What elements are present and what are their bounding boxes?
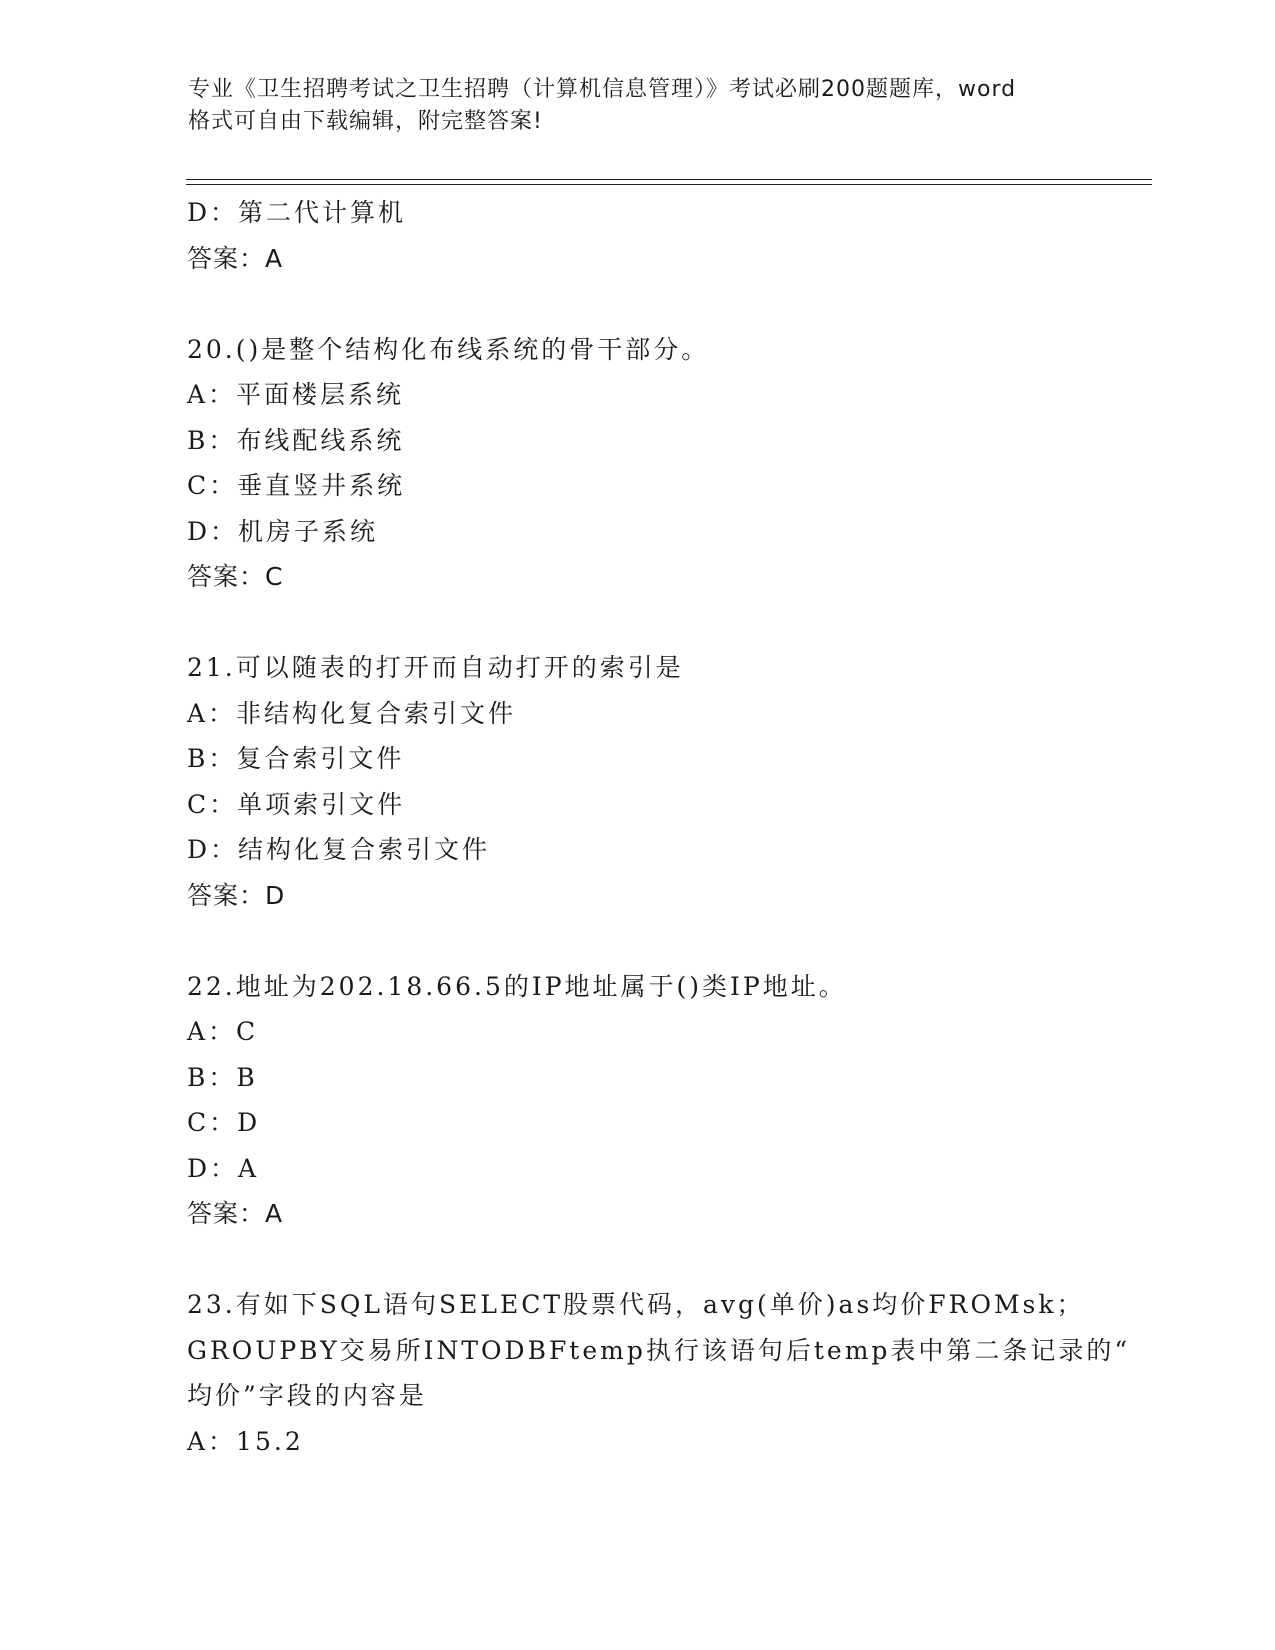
document-header — [188, 74, 1088, 138]
question-22 — [187, 964, 1087, 1237]
option-c: C：单项索引文件 — [187, 789, 406, 819]
header-line-1: 专业《卫生招聘考试之卫生招聘（计算机信息管理）》考试必刷200题题库，word — [188, 77, 1017, 102]
option-a: A：C — [187, 1017, 259, 1046]
option-a: A：非结构化复合索引文件 — [187, 698, 517, 728]
question-stem-line-1: 23.有如下SQL语句SELECT股票代码，avg(单价)as均价FROMsk； — [187, 1290, 1085, 1319]
option-b: B：B — [187, 1062, 258, 1092]
question-23 — [187, 1282, 1131, 1464]
header-rule-bottom — [186, 184, 1152, 185]
question-stem: 21.可以随表的打开而自动打开的索引是 — [187, 653, 684, 682]
spacer — [187, 918, 1087, 964]
spacer — [187, 600, 1087, 646]
question-stem: 22.地址为202.18.66.5的IP地址属于()类IP地址。 — [187, 971, 847, 1001]
option-d: D：结构化复合索引文件 — [187, 835, 491, 864]
question-list — [187, 190, 1131, 1464]
prev-answer: 答案：A — [187, 243, 284, 273]
option-d: D：机房子系统 — [187, 516, 379, 546]
option-a: A：平面楼层系统 — [187, 380, 405, 409]
question-stem-line-3: 均价”字段的内容是 — [187, 1381, 427, 1410]
header-rule-top — [186, 179, 1152, 180]
option-b: B：布线配线系统 — [187, 425, 405, 455]
option-a: A：15.2 — [187, 1426, 304, 1456]
option-c: C：D — [187, 1108, 261, 1137]
option-d: D：A — [187, 1153, 260, 1183]
spacer — [187, 281, 1087, 327]
question-stem-line-2: GROUPBY交易所INTODBFtemp执行该语句后temp表中第二条记录的“ — [187, 1335, 1131, 1365]
question-21 — [187, 645, 1087, 918]
answer: 答案：C — [187, 562, 284, 591]
answer: 答案：D — [187, 880, 286, 910]
option-b: B：复合索引文件 — [187, 744, 405, 773]
prev-option-d: D：第二代计算机 — [187, 198, 407, 227]
question-20 — [187, 327, 1087, 600]
header-line-2: 格式可自由下载编辑，附完整答案! — [188, 109, 543, 134]
option-c: C：垂直竖井系统 — [187, 471, 406, 500]
spacer — [187, 1237, 1087, 1283]
question-stem: 20.()是整个结构化布线系统的骨干部分。 — [187, 334, 710, 364]
answer: 答案：A — [187, 1199, 284, 1228]
